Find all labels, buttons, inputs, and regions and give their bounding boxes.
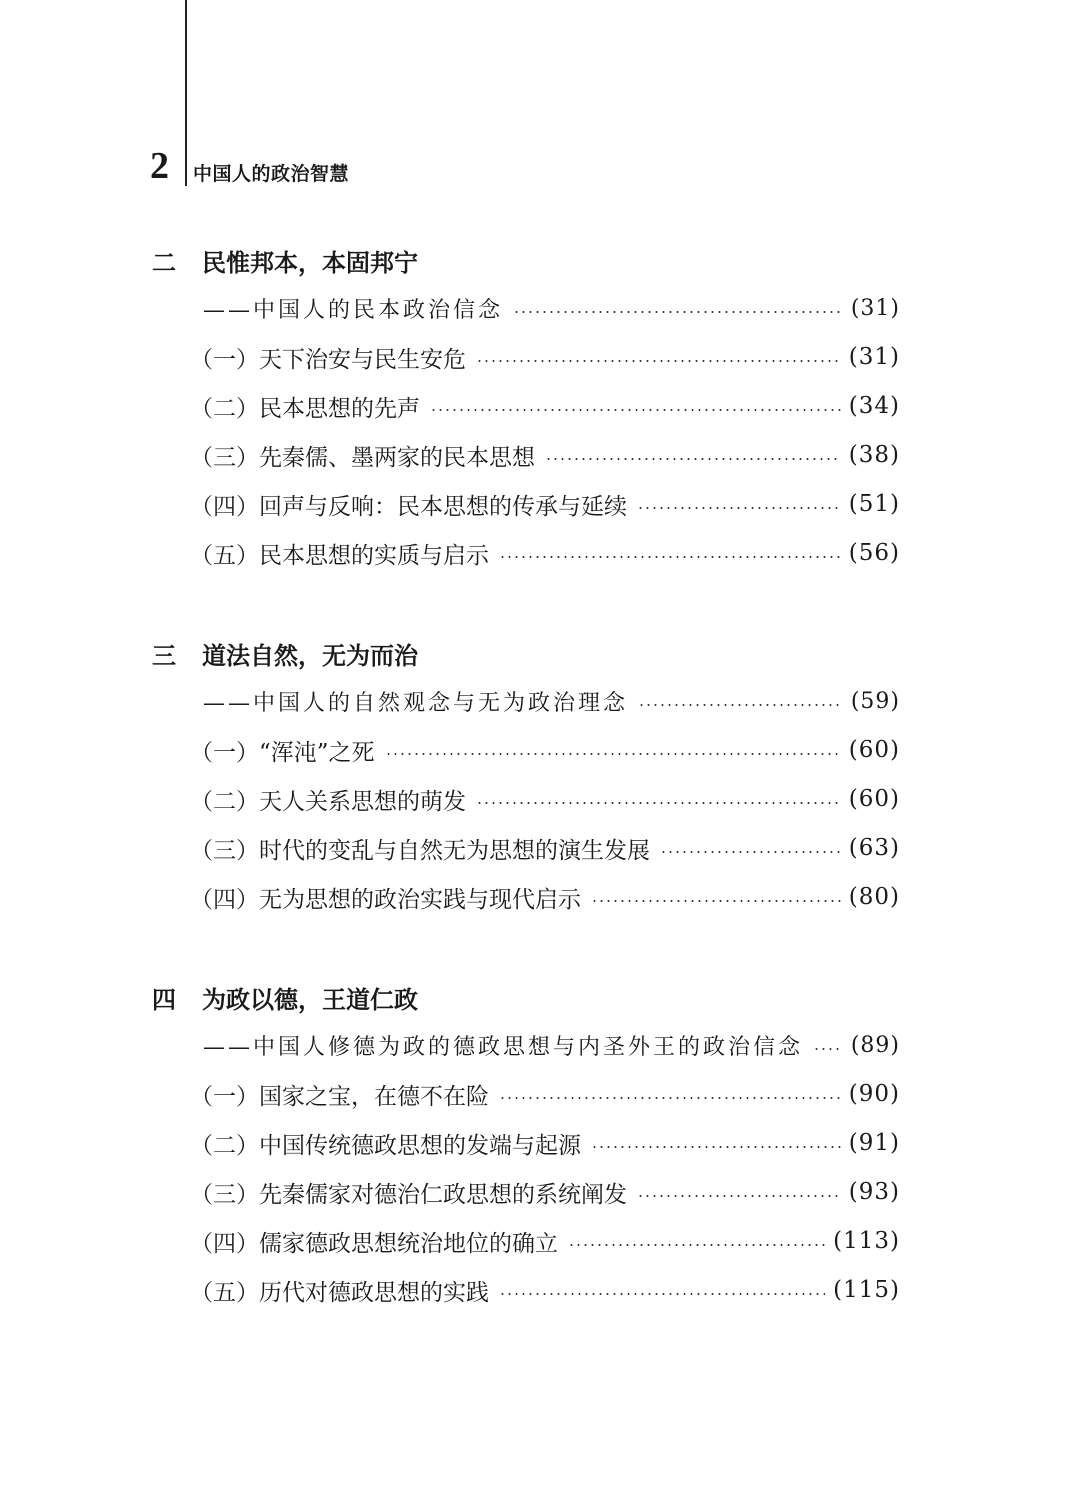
toc-subtitle-row[interactable] — [203, 288, 900, 328]
dot-leader — [430, 409, 841, 411]
dot-leader — [476, 360, 841, 362]
page-reference: (51) — [848, 491, 900, 517]
toc-entry-label: （四）回声与反响：民本思想的传承与延续 — [190, 493, 627, 520]
page-reference: (60) — [848, 786, 900, 812]
chapter-number: 四 — [152, 984, 176, 1014]
toc-entry-label: （五）民本思想的实质与启示 — [190, 542, 489, 569]
toc-entry[interactable] — [190, 828, 900, 868]
dot-leader — [385, 753, 841, 755]
chapter-subtitle: ——中国人的民本政治信念 — [203, 297, 504, 323]
toc-entry[interactable] — [190, 1123, 900, 1163]
toc-entry-label: （一）国家之宝，在德不在险 — [190, 1083, 489, 1110]
toc-entry[interactable] — [190, 533, 900, 573]
toc-entry[interactable] — [190, 484, 900, 524]
page-reference: (34) — [848, 393, 900, 419]
dot-leader — [638, 704, 843, 706]
toc-entry-label: （一）天下治安与民生安危 — [190, 346, 466, 373]
dot-leader — [637, 1195, 841, 1197]
chapter-heading — [152, 633, 418, 673]
toc-entry[interactable] — [190, 435, 900, 475]
dot-leader — [591, 900, 841, 902]
page-reference: (113) — [833, 1228, 900, 1254]
chapter-subtitle: ——中国人的自然观念与无为政治理念 — [203, 690, 629, 716]
toc-entry[interactable] — [190, 730, 900, 770]
chapter-title: 道法自然，无为而治 — [202, 640, 418, 670]
toc-entry[interactable] — [190, 337, 900, 377]
toc-entry[interactable] — [190, 877, 900, 917]
page-reference: (31) — [848, 344, 900, 370]
dot-leader — [637, 507, 841, 509]
toc-entry[interactable] — [190, 1221, 900, 1261]
chapter-number: 二 — [152, 247, 176, 277]
toc-entry-label: （五）历代对德政思想的实践 — [190, 1279, 489, 1306]
dot-leader — [591, 1146, 841, 1148]
chapter-subtitle: ——中国人修德为政的德政思想与内圣外王的政治信念 — [203, 1034, 804, 1060]
page-reference: (115) — [833, 1277, 900, 1303]
dot-leader — [499, 556, 841, 558]
toc-subtitle-row[interactable] — [203, 681, 900, 721]
chapter-title: 为政以德，王道仁政 — [202, 984, 418, 1014]
toc-entry-label: （二）民本思想的先声 — [190, 395, 420, 422]
toc-subtitle-row[interactable] — [203, 1025, 900, 1065]
toc-entry[interactable] — [190, 1172, 900, 1212]
dot-leader — [513, 311, 843, 313]
page-reference: (89) — [850, 1032, 900, 1058]
toc-entry-label: （四）儒家德政思想统治地位的确立 — [190, 1230, 558, 1257]
page-reference: (63) — [848, 835, 900, 861]
toc-entry-label: （三）时代的变乱与自然无为思想的演生发展 — [190, 837, 650, 864]
toc-entry-label: （二）天人关系思想的萌发 — [190, 788, 466, 815]
page-reference: (59) — [850, 688, 900, 714]
dot-leader — [499, 1293, 825, 1295]
dot-leader — [660, 851, 841, 853]
toc-entry[interactable] — [190, 386, 900, 426]
toc-entry[interactable] — [190, 1074, 900, 1114]
chapter-number: 三 — [152, 640, 176, 670]
page-reference: (31) — [850, 295, 900, 321]
dot-leader — [545, 458, 841, 460]
dot-leader — [499, 1097, 841, 1099]
page-reference: (80) — [848, 884, 900, 910]
toc-entry[interactable] — [190, 1270, 900, 1310]
page-reference: (56) — [848, 540, 900, 566]
toc-entry-label: （三）先秦儒、墨两家的民本思想 — [190, 444, 535, 471]
page-reference: (90) — [848, 1081, 900, 1107]
chapter-heading — [152, 240, 418, 280]
chapter-heading — [152, 977, 418, 1017]
dot-leader — [813, 1048, 843, 1050]
header-vertical-rule — [185, 0, 187, 186]
page-reference: (60) — [848, 737, 900, 763]
page-reference: (93) — [848, 1179, 900, 1205]
toc-entry-label: （一）“浑沌”之死 — [190, 739, 375, 766]
toc-entry[interactable] — [190, 779, 900, 819]
toc-entry-label: （二）中国传统德政思想的发端与起源 — [190, 1132, 581, 1159]
dot-leader — [476, 802, 841, 804]
toc-entry-label: （四）无为思想的政治实践与现代启示 — [190, 886, 581, 913]
chapter-title: 民惟邦本，本固邦宁 — [202, 247, 418, 277]
page-reference: (38) — [848, 442, 900, 468]
dot-leader — [568, 1244, 825, 1246]
running-header-title: 中国人的政治智慧 — [193, 163, 350, 185]
toc-entry-label: （三）先秦儒家对德治仁政思想的系统阐发 — [190, 1181, 627, 1208]
page-reference: (91) — [848, 1130, 900, 1156]
page-number: 2 — [150, 145, 169, 187]
